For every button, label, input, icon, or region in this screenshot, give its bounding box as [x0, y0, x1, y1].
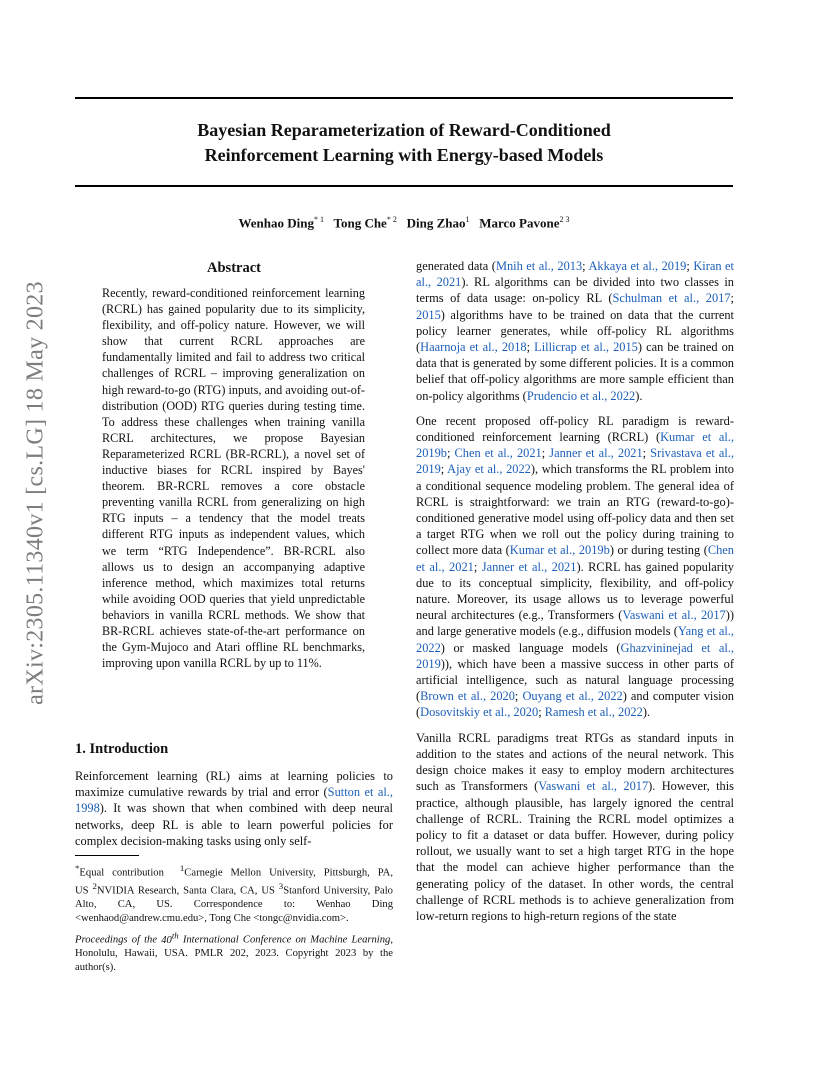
body-text-run: ). However, this practice, although plausible, has largely ignored the central challenge of RCRL. Training the RCRL model optimizes a policy to fit a dataset or data buffer. However, during policy rollout, we usually want to set a high target RTG in the hope that the model can achieve higher performance than the generating policy of the dataset. In other words, the central challenge of RCRL methods is to achieve generalization from low-return regions to high-return regions of the state [416, 779, 734, 923]
body-text-run: ; [686, 259, 694, 273]
body-text-run: ) algorithms have to be trained on data that the current policy learner generates, while off-policy RL algorithms ( [416, 307, 734, 355]
author-list [75, 215, 733, 231]
abstract-text: Recently, reward-conditioned reinforcement learning (RCRL) has gained popularity due to its simplicity, flexibility, and off-policy nature. However, we will show that current RCRL approaches are fundamentally limited and fail to address two critical challenges of RCRL – improving generalization on high reward-to-go (RTG) inputs, and avoiding out-of-distribution (OOD) RTG queries during testing time. To address these challenges when training vanilla RCRL architectures, we propose Bayesian Reparameterized RCRL (BR-RCRL), a novel set of inductive biases for RCRL inspired by Bayes' theorem. BR-RCRL removes a core obstacle preventing vanilla RCRL from generalizing on high RTG inputs – a tendency that the model treats different RTG inputs as independent values, which we term “RTG Independence”. BR-RCRL also allows us to design an accompanying adaptive inference method, which maximizes total returns while avoiding OOD queries that yield unpredictable behaviors in vanilla RCRL methods. We show that BR-RCRL achieves state-of-the-art performance on the Gym-Mujoco and Atari offline RL benchmarks, improving upon vanilla RCRL by up to 11%. [102, 286, 365, 671]
citation-link[interactable]: Yang et al., 2022 [416, 624, 734, 655]
citation-link[interactable]: Vaswani et al., 2017 [538, 779, 649, 794]
author-mark: * 2 [386, 215, 397, 224]
body-text-run: ). It was shown that when combined with deep neural networks, deep RL is able to learn powerful policies for complex decision-making tasks using only self- [75, 801, 393, 848]
citation-link[interactable]: Chen et al., 2021 [454, 446, 542, 461]
citation-link[interactable]: Haarnoja et al., 2018 [420, 340, 527, 355]
left-column [75, 258, 393, 671]
body-text-run: generated data ( [416, 259, 496, 273]
author-name: Wenhao Ding [238, 215, 314, 231]
author-mark: 2 3 [559, 215, 570, 224]
paper-title [75, 118, 733, 168]
citation-link[interactable]: Ajay et al., 2022 [447, 462, 531, 477]
body-text-run: ). [635, 388, 643, 403]
author-mark: 1 [465, 215, 470, 224]
affiliation-2: NVIDIA Research, Santa Clara, CA, US [96, 885, 275, 897]
intro-paragraph-4 [416, 730, 734, 924]
body-text-run: One recent proposed off-policy RL paradigm is reward-conditioned reinforcement learning (RCRL) ( [416, 413, 734, 445]
citation-link[interactable]: Janner et al., 2021 [549, 446, 643, 461]
citation-link[interactable]: Vaswani et al., 2017 [622, 608, 726, 623]
arxiv-id-text: arXiv:2305.11340v1 [cs.LG] 18 May 2023 [22, 281, 49, 705]
body-text-run: ) and computer vision ( [416, 689, 735, 720]
author-name: Ding Zhao [406, 215, 466, 231]
author-name: Tong Che [333, 215, 387, 231]
citation-link[interactable]: Schulman et al., 2017 [612, 291, 731, 306]
body-text-run: ; [440, 462, 448, 477]
citation-link[interactable]: Dosovitskiy et al., 2020 [420, 705, 539, 720]
citation-link[interactable]: 2015 [416, 307, 441, 322]
citation-link[interactable]: Kumar et al., 2019b [416, 430, 734, 461]
citation-link[interactable]: Sutton et al., 1998 [75, 785, 393, 816]
body-text-run: Reinforcement learning (RL) aims at learning policies to maximize cumulative rewards by trial and error ( [75, 769, 393, 800]
body-text-run: ; [730, 291, 734, 306]
citation-link[interactable]: Mnih et al., 2013 [495, 259, 583, 273]
proceedings-note [75, 929, 393, 974]
citation-link[interactable]: Prudencio et al., 2022 [526, 388, 636, 403]
footnote-rule [75, 855, 139, 856]
equal-contribution: Equal contribution [79, 867, 164, 879]
body-text-run: )), which have been a massive success in other parts of artificial intelligence, such as natural language processing ( [416, 656, 734, 704]
proceedings-italic-b: International Conference on Machine Learning [182, 934, 391, 946]
body-text-run: ), which transforms the RL problem into a conditional sequence modeling problem. The general idea of RCRL is straightforward: we train an RTG (reward-to-go)-conditioned generative model using off-policy data and then set a target RTG when we roll out the policy during training to collect more data ( [416, 462, 734, 558]
author-mark: * 1 [313, 215, 324, 224]
affiliation-3: Stanford University, Palo Alto, CA, US. [75, 885, 393, 911]
body-text-run: ; [473, 559, 482, 574]
body-text-run: ; [582, 259, 589, 273]
citation-link[interactable]: Janner et al., 2021 [481, 559, 577, 574]
title-line-2: Reinforcement Learning with Energy-based Models [204, 145, 604, 165]
author-name: Marco Pavone [479, 215, 560, 231]
footnote-mark: 1 [179, 863, 185, 873]
title-rule-top [75, 97, 733, 99]
intro-paragraph-2 [416, 258, 734, 404]
citation-link[interactable]: Srivastava et al., 2019 [416, 446, 735, 477]
proceedings-ordinal: th [171, 930, 179, 940]
body-text-run: ; [642, 446, 651, 461]
intro-paragraph-1 [75, 768, 393, 849]
footnote-mark: * [75, 863, 80, 873]
citation-link[interactable]: Akkaya et al., 2019 [588, 259, 687, 273]
arxiv-margin-stamp [16, 278, 56, 708]
body-text-run: ) can be trained on data that is generated by some different policies. It is a common belief that off-policy algorithms are more sample efficient than on-policy algorithms ( [416, 340, 734, 403]
citation-link[interactable]: Lillicrap et al., 2015 [534, 340, 638, 355]
citation-link[interactable]: Ramesh et al., 2022 [544, 705, 643, 720]
body-text-run: ). [642, 705, 651, 720]
body-text-run: ; [538, 705, 545, 720]
proceedings-edition [161, 930, 179, 946]
body-text-run: ; [526, 340, 535, 355]
footnote-mark: 3 [278, 881, 284, 892]
body-text-run: ) or during testing ( [609, 543, 708, 558]
citation-link[interactable]: Ghazvininejad et al., 2019 [416, 640, 734, 671]
citation-link[interactable]: Brown et al., 2020 [420, 689, 515, 704]
body-text-run: Vanilla RCRL paradigms treat RTGs as standard inputs in addition to the states and actions of the neural network. This design choice makes it easy to employ modern architectures such as Transformers ( [416, 730, 734, 794]
correspondence: Correspondence to: Wenhao Ding <wenhaod@andrew.cmu.edu>, Tong Che <tongc@nvidia.com>. [75, 899, 393, 924]
affiliation-1: Carnegie Mellon University, Pittsburgh, PA, US [75, 867, 393, 897]
body-text-run: ; [446, 446, 455, 461]
proceedings-rest: , Honolulu, Hawaii, USA. PMLR 202, 2023. Copyright 2023 by the author(s). [75, 934, 393, 973]
right-column [416, 258, 734, 933]
section-heading-introduction: 1. Introduction [75, 741, 169, 757]
body-text-run: ). RL algorithms can be divided into two classes in terms of data usage: on-policy RL ( [416, 275, 734, 306]
abstract-heading: Abstract [207, 260, 261, 276]
proceedings-italic-a: Proceedings of the [75, 934, 158, 946]
citation-link[interactable]: Ouyang et al., 2022 [522, 689, 623, 704]
body-text-run: ) or masked language models ( [440, 640, 621, 655]
body-text-run: )) and large generative models (e.g., diffusion models ( [416, 608, 734, 639]
body-text-run: ; [514, 689, 523, 704]
affiliations-footnote [75, 862, 393, 925]
proceedings-number: 40 [161, 934, 172, 946]
footnote-mark: 2 [92, 881, 97, 892]
citation-link[interactable]: Kiran et al., 2021 [416, 259, 734, 290]
title-line-1: Bayesian Reparameterization of Reward-Conditioned [197, 120, 611, 140]
body-text-run: ; [541, 446, 550, 461]
title-rule-bottom [75, 185, 733, 187]
citation-link[interactable]: Kumar et al., 2019b [509, 543, 610, 558]
citation-link[interactable]: Chen et al., 2021 [416, 543, 734, 574]
body-text-run: ). RCRL has gained popularity due to its conceptual simplicity, flexibility, and off-policy nature. Moreover, its usage allows us to leverage powerful neural architectures (e.g., Transformers ( [416, 559, 735, 623]
intro-paragraph-3 [416, 413, 734, 721]
